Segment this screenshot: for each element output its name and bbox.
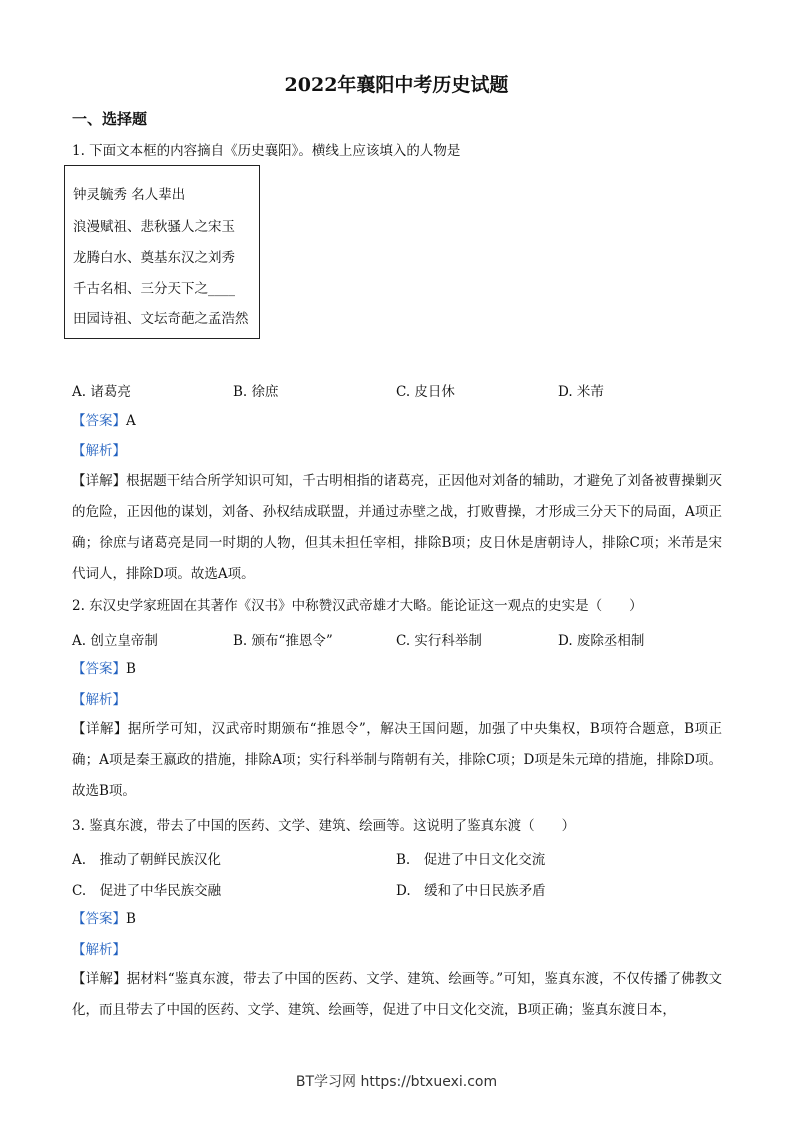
answer-value: A xyxy=(126,413,136,429)
textbox-line: 田园诗祖、文坛奇葩之孟浩然 xyxy=(73,311,249,327)
question-3-analysis-tag: 【解析】 xyxy=(72,942,126,958)
question-3-answer xyxy=(72,910,136,928)
textbox-line: 钟灵毓秀 名人辈出 xyxy=(73,187,186,203)
question-3-option-b: B. 促进了中日文化交流 xyxy=(396,852,546,868)
detail-tag: 【详解】 xyxy=(72,721,128,737)
question-1-option-a: A. 诸葛亮 xyxy=(72,384,131,400)
question-2-analysis-tag: 【解析】 xyxy=(72,692,126,708)
question-2-stem: 2. 东汉史学家班固在其著作《汉书》中称赞汉武帝雄才大略。能论证这一观点的史实是（ ） xyxy=(72,598,643,614)
question-2-option-d: D. 废除丞相制 xyxy=(558,633,645,649)
question-1-textbox xyxy=(64,165,260,339)
question-3-option-c: C. 促进了中华民族交融 xyxy=(72,883,222,899)
answer-tag: 【答案】 xyxy=(72,413,126,429)
question-3-option-d: D. 缓和了中日民族矛盾 xyxy=(396,883,546,899)
detail-text: 据所学可知，汉武帝时期颁布“推恩令”，解决王国问题，加强了中央集权，B项符合题意，B项正确；A项是秦王嬴政的措施，排除A项；实行科举制与隋朝有关，排除C项；D项是朱元璋的措施，排除D项。故选B项。 xyxy=(72,721,722,799)
detail-text: 据材料“鉴真东渡，带去了中国的医药、文学、建筑、绘画等。”可知，鉴真东渡，不仅传播了佛教文化，而且带去了中国的医药、文学、建筑、绘画等，促进了中日文化交流，B项正确；鉴真东渡日本， xyxy=(72,971,722,1018)
question-2-option-c: C. 实行科举制 xyxy=(396,633,482,649)
textbox-line: 浪漫赋祖、悲秋骚人之宋玉 xyxy=(73,219,235,235)
question-3-stem: 3. 鉴真东渡，带去了中国的医药、文学、建筑、绘画等。这说明了鉴真东渡（ ） xyxy=(72,818,576,834)
question-3-option-a: A. 推动了朝鲜民族汉化 xyxy=(72,852,222,868)
question-2-answer xyxy=(72,660,136,678)
question-1-answer xyxy=(72,412,136,430)
question-1-option-d: D. 米芾 xyxy=(558,384,604,400)
page-title: 2022年襄阳中考历史试题 xyxy=(284,74,509,96)
textbox-line: 龙腾白水、奠基东汉之刘秀 xyxy=(73,250,235,266)
question-1-analysis-tag: 【解析】 xyxy=(72,443,126,459)
answer-value: B xyxy=(126,661,136,677)
answer-value: B xyxy=(126,911,136,927)
question-1-stem: 1. 下面文本框的内容摘自《历史襄阳》。横线上应该填入的人物是 xyxy=(72,143,461,159)
question-2-detail xyxy=(72,714,722,807)
question-1-option-c: C. 皮日休 xyxy=(396,384,455,400)
question-2-option-a: A. 创立皇帝制 xyxy=(72,633,158,649)
question-3-detail xyxy=(72,964,722,1026)
detail-tag: 【详解】 xyxy=(72,971,127,987)
answer-tag: 【答案】 xyxy=(72,661,126,677)
question-1-option-b: B. 徐庶 xyxy=(233,384,279,400)
footer-watermark: BT学习网 https://btxuexi.com xyxy=(295,1074,498,1090)
answer-tag: 【答案】 xyxy=(72,911,126,927)
question-1-detail xyxy=(72,466,722,590)
section-heading: 一、选择题 xyxy=(72,110,148,128)
question-2-option-b: B. 颁布“推恩令” xyxy=(233,633,333,649)
textbox-line: 千古名相、三分天下之____ xyxy=(73,281,235,297)
detail-tag: 【详解】 xyxy=(72,473,127,489)
detail-text: 根据题干结合所学知识可知，千古明相指的诸葛亮，正因他对刘备的辅助，才避免了刘备被曹操剿灭的危险，正因他的谋划，刘备、孙权结成联盟，并通过赤壁之战，打败曹操，才形成三分天下的局面，A项正确；徐庶与诸葛亮是同一时期的人物，但其未担任宰相，排除B项；皮日休是唐朝诗人，排除C项；米芾是宋代词人，排除D项。故选A项。 xyxy=(72,473,723,582)
